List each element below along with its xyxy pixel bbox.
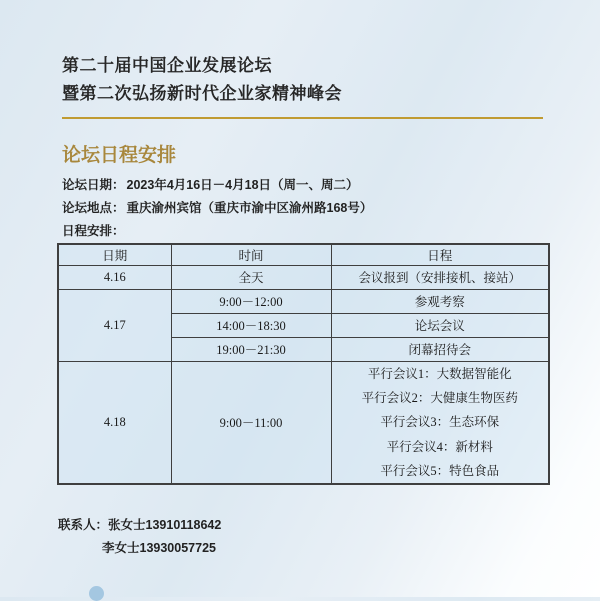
cell-time: 9:00－12:00 (171, 289, 331, 313)
parallel-session-1: 平行会议1：大数据智能化 (367, 366, 512, 381)
parallel-session-4: 平行会议4：新材料 (386, 439, 493, 454)
contacts-block (58, 514, 548, 560)
section-heading: 论坛日程安排 (62, 145, 177, 166)
col-header-date: 日期 (58, 244, 171, 265)
info-row-location (62, 197, 548, 220)
col-header-time: 时间 (171, 244, 331, 265)
table-row (58, 361, 549, 484)
document-title (62, 52, 548, 108)
info-label: 日程安排： (62, 224, 125, 238)
parallel-session-2: 平行会议2：大健康生物医药 (361, 390, 518, 405)
info-row-agenda (62, 220, 548, 243)
info-label: 论坛地点： (62, 201, 125, 215)
table-header-row (58, 244, 549, 265)
cell-time: 9:00－11:00 (171, 361, 331, 484)
cell-agenda: 论坛会议 (331, 313, 549, 337)
parallel-session-5: 平行会议5：特色食品 (380, 464, 500, 479)
parallel-session-3: 平行会议3：生态环保 (380, 415, 500, 430)
cell-date: 4.17 (58, 289, 171, 361)
col-header-agenda: 日程 (331, 244, 549, 265)
table-row (58, 289, 549, 313)
cell-time: 14:00－18:30 (171, 313, 331, 337)
cell-date: 4.16 (58, 265, 171, 289)
schedule-table (57, 243, 550, 485)
cell-agenda-parallel-sessions (331, 361, 549, 484)
cell-time: 全天 (171, 265, 331, 289)
forum-info (57, 174, 548, 243)
contacts-label: 联系人： (58, 518, 109, 533)
info-value: 重庆渝州宾馆（重庆市渝中区渝州路168号） (126, 201, 373, 215)
contact-person-1: 张女士13910118642 (108, 518, 222, 533)
contact-line-2 (102, 537, 548, 560)
cell-agenda: 参观考察 (331, 289, 549, 313)
title-line-1: 第二十届中国企业发展论坛 (62, 56, 272, 75)
info-label: 论坛日期： (62, 178, 125, 192)
document-body (57, 0, 548, 560)
decorative-dot (89, 586, 104, 601)
contact-person-2: 李女士13930057725 (102, 541, 216, 556)
info-value: 2023年4月16日－4月18日（周一、周二） (126, 178, 359, 192)
contact-line-1 (58, 514, 548, 537)
cell-date: 4.18 (58, 361, 171, 484)
cell-agenda: 会议报到（安排接机、接站） (331, 265, 549, 289)
cell-agenda: 闭幕招待会 (331, 337, 549, 361)
title-line-2: 暨第二次弘扬新时代企业家精神峰会 (62, 84, 342, 103)
table-row (58, 265, 549, 289)
gold-divider (62, 117, 543, 119)
info-row-date (62, 174, 548, 197)
cell-time: 19:00－21:30 (171, 337, 331, 361)
